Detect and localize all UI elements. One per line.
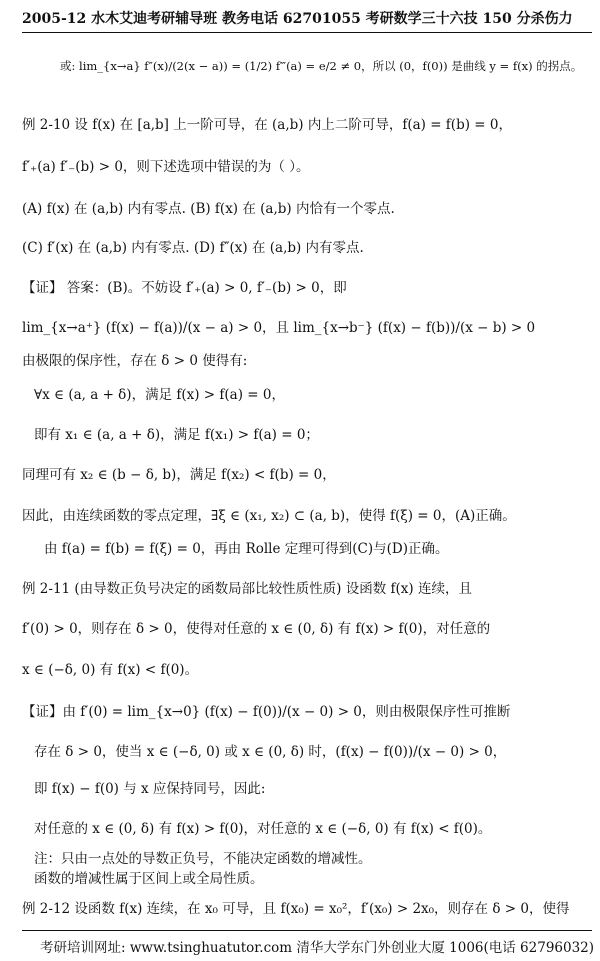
- header-rule: [22, 32, 592, 33]
- text-line-l07: lim_{x→a⁺} (f(x) − f(a))/(x − a) > 0，且 lim_{x→b⁻} (f(x) − f(b))/(x − b) > 0: [22, 320, 536, 336]
- text-line-l03: f′₊(a) f′₋(b) > 0，则下述选项中错误的为（ ）。: [22, 159, 310, 175]
- footer-rule: [22, 930, 592, 931]
- text-line-l17: 【证】由 f′(0) = lim_{x→0} (f(x) − f(0))/(x − 0) > 0，则由极限保序性可推断: [22, 704, 511, 720]
- text-line-l11: 同理可有 x₂ ∈ (b − δ, b)，满足 f(x₂) < f(b) = 0，: [22, 467, 336, 483]
- text-line-l15: f′(0) > 0，则存在 δ > 0，使得对任意的 x ∈ (0, δ) 有 f(x) > f(0)，对任意的: [22, 621, 491, 637]
- text-line-l08: 由极限的保序性，存在 δ > 0 使得有:: [22, 353, 248, 369]
- text-line-l06: 【证】 答案：(B)。不妨设 f′₊(a) > 0, f′₋(b) > 0，即: [22, 280, 347, 296]
- text-line-l21: 注：只由一点处的导数正负号，不能决定函数的增减性。: [34, 851, 372, 867]
- text-line-l05: (C) f′(x) 在 (a,b) 内有零点. (D) f″(x) 在 (a,b) 内有零点.: [22, 240, 364, 256]
- text-line-l01: 或: lim_{x→a} f″(x)/(2(x − a)) = (1/2) f‴(a) = e/2 ≠ 0，所以 (0，f(0)) 是曲线 y = f(x) 的拐点。: [60, 59, 583, 73]
- page-header: 2005-12 水木艾迪考研辅导班 教务电话 62701055 考研数学三十六技 150 分杀伤力: [22, 11, 573, 27]
- page-footer: 考研培训网址: www.tsinghuatutor.com 清华大学东门外创业大厦 1006(电话 62796032): [40, 940, 595, 956]
- text-line-l19: 即 f(x) − f(0) 与 x 应保持同号，因此:: [34, 781, 266, 797]
- text-line-l10: 即有 x₁ ∈ (a, a + δ)，满足 f(x₁) > f(a) = 0；: [34, 427, 319, 443]
- text-line-l09: ∀x ∈ (a, a + δ)，满足 f(x) > f(a) = 0，: [34, 387, 285, 403]
- text-line-l18: 存在 δ > 0，使当 x ∈ (−δ, 0) 或 x ∈ (0, δ) 时，(f(x) − f(0))/(x − 0) > 0，: [34, 744, 507, 760]
- text-line-l22: 函数的增减性属于区间上或全局性质。: [34, 871, 264, 887]
- text-line-l04: (A) f(x) 在 (a,b) 内有零点. (B) f(x) 在 (a,b) 内恰有一个零点.: [22, 201, 395, 217]
- text-line-l02: 例 2-10 设 f(x) 在 [a,b] 上一阶可导，在 (a,b) 内上二阶可导，f(a) = f(b) = 0，: [22, 117, 512, 133]
- text-line-l13: 由 f(a) = f(b) = f(ξ) = 0，再由 Rolle 定理可得到(C)与(D)正确。: [44, 541, 449, 557]
- text-line-l12: 因此，由连续函数的零点定理，∃ξ ∈ (x₁, x₂) ⊂ (a, b)，使得 f(ξ) = 0，(A)正确。: [22, 508, 516, 524]
- text-line-l16: x ∈ (−δ, 0) 有 f(x) < f(0)。: [22, 662, 199, 678]
- text-line-l23: 例 2-12 设函数 f(x) 连续，在 x₀ 可导，且 f(x₀) = x₀²，f′(x₀) > 2x₀，则存在 δ > 0，使得: [22, 901, 570, 917]
- text-line-l20: 对任意的 x ∈ (0, δ) 有 f(x) > f(0)，对任意的 x ∈ (−δ, 0) 有 f(x) < f(0)。: [34, 821, 492, 837]
- text-line-l14: 例 2-11 (由导数正负号决定的函数局部比较性质性质) 设函数 f(x) 连续，且: [22, 581, 472, 597]
